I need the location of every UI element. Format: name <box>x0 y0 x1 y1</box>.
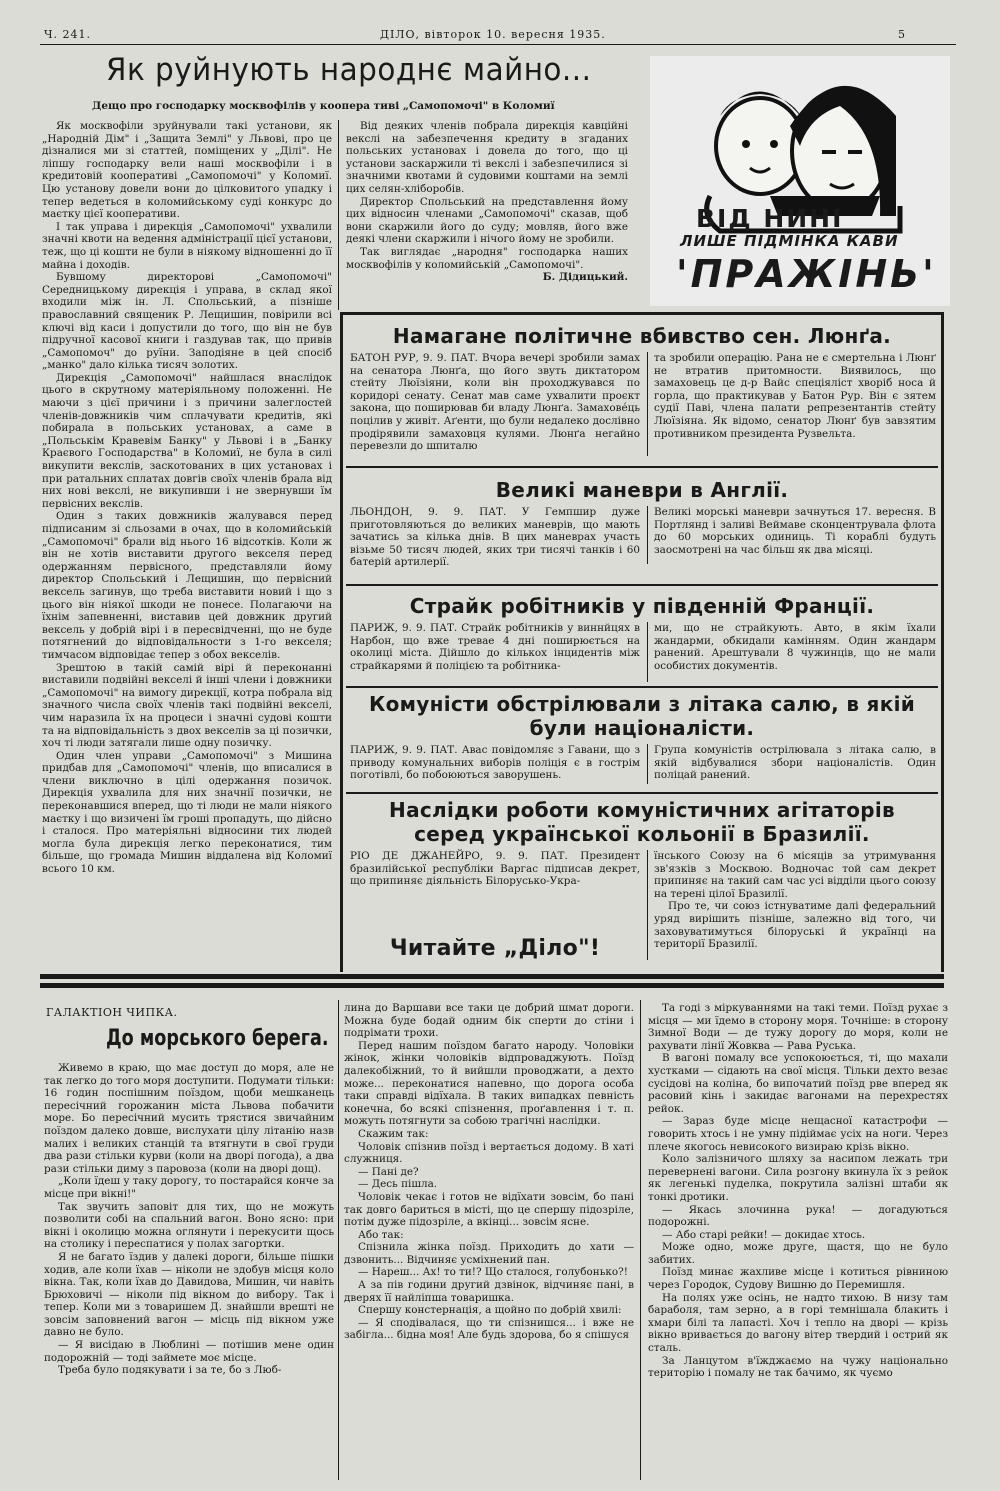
column-rule <box>640 1000 641 1480</box>
news-section-rule <box>340 312 944 315</box>
news-body-left: БАТОН РУР, 9. 9. ПАТ. Вчора вечері зробили замах на сенатора Люнґа, що його звуть диктатором стейту Люїзіяни, коли він проходжувався по коридорі сенату. Сенат мав саме ухвалити проєкт закона, що поширював би владу Люнґа. Замахове́ць поцілив у живіт. Аґенти, що були недалеко дослівно продірявили замаховця кулями. Люнґа негайно перевезли до шпиталю <box>350 352 640 453</box>
paragraph: — Пані де? <box>358 1165 419 1178</box>
paragraph: Один з таких довжників жалувався перед підписаним зі сльозами в очах, що в коломийській „Самопомочі" брали від нього 16 відсотків. Коли ж він не хотів виставити другого векселя перед одержанням первісного, представляли йому директор Спольський і Лещишин, що первісний вексель загинув, що треба виставити новий і що з цього він ніякої шкоди не понесе. Полагаючи на їхнім запевненні, виставив цей довжник другий вексель у добрій вірі і в пересвідченні, що не буде потягнений до відповідальности з 1-го векселя; тимчасом відповідає тепер з обох векселів. <box>42 510 332 661</box>
news-title: Намагане політичне вбивство сен. Люнґа. <box>392 324 892 348</box>
paragraph: Та годі з міркуваннями на такі теми. Поїзд рухає з місця — ми їдемо в сторону моря. Точніше: в сторону Зимної Води — де тужу дорогу до моря, коли не рахувати лінії Жовква — Рава Руська. <box>648 1002 948 1052</box>
column-rule <box>647 744 648 784</box>
paragraph: Я не багато їздив у далекі дороги, більше пішки ходив, але коли їхав — ніколи не здобув місця коло вікна. Так, коли їхав до Давидова, Мишин, чи навіть Брюховичі — ніколи під вікном до вибору. Так і тепер. Коли ми з товаришем Д. знайшли врешті не зовсім заповнений вагон — місць під вікном уже давно не було. <box>44 1250 334 1339</box>
news-divider <box>346 792 938 794</box>
masthead-date: ДІЛО, вівторок 10. вересня 1935. <box>380 28 606 41</box>
article-signature: Б. Дідицький. <box>542 271 628 284</box>
column-rule <box>647 622 648 682</box>
feuilleton-col-3 <box>648 1002 948 1380</box>
article-title: Як руйнують народнє майно... <box>106 52 592 88</box>
paragraph: Чоловік чекає і готов не відїхати зовсім, бо пані так довго бариться в місті, що це спершу підозріле, потім дуже підозріле, а вкінці... зовсім ясне. <box>344 1190 634 1229</box>
news-right-rule <box>941 312 944 972</box>
paragraph: — Нареш... Ах! то ти!? Що сталося, голубонько?! <box>358 1266 628 1279</box>
article-subtitle: Дещо про господарку москвофілів у коопера тиві „Самопомочі" в Коломиї <box>92 100 555 112</box>
column-rule <box>338 120 339 310</box>
news-body-right: Великі морські маневри зачнуться 17. вересня. В Портлянд і заливі Веймаве сконцентрувала флота до 60 морських одиниць. Ті кораблі будуть заосмотрені на час більш як два місяці. <box>654 506 936 556</box>
paragraph: Спершу констернація, а щойно по добрій хвилі: <box>358 1304 622 1317</box>
paragraph: Скажим так: <box>358 1127 429 1140</box>
ad-brand: 'ПРАЖІНЬ' <box>676 252 937 296</box>
paragraph: Чоловік спізнив поїзд і вертається додому. В хаті служниця. <box>344 1140 634 1166</box>
news-body-left: ПАРИЖ, 9. 9. ПАТ. Страйк робітників у виннйцях в Нарбон, що вже тревае 4 дні поширюється на околиці міста. Дійшло до кількох інцидентів між страйкарями й поліцією та робітника- <box>350 622 640 672</box>
news-body-left: ЛЬОНДОН, 9. 9. ПАТ. У Гемпшир дуже приготовляються до великих маневрів, що мають зачатись за кілька днів. В цих маневрах участь візьме 50 тисяч людей, яких три тисячі танків і 60 батерій артилерії. <box>350 506 640 569</box>
paragraph: Про те, чи союз істнуватиме далі федеральний уряд вирішить пізніше, залежно від того, чи заховуватимуться білоруські й українці на території Бразилії. <box>654 900 936 951</box>
paragraph: Спізнила жінка поїзд. Приходить до хати — дзвонить... Відчиняє усміхнений пан. <box>344 1241 634 1266</box>
paragraph: Як москвофіли зруйнували такі установи, як „Народній Дім" і „Защита Землі" у Львові, про це дізналися ми зі статтей, поміщених у „Ділі". Не ліпшу господарку вели наші москвофіли і в кредитовій кооперативі „Самопомочі" у Коломиї. Цю установу довели вони до цілковитого упадку і тепер ведеться в коломийському суді конкурс до маєтку цієї кооперативи. <box>42 120 332 221</box>
column-rule <box>647 352 648 456</box>
paragraph: Бувшому директорові „Самопомочі" Середницькому дирекція і управа, в склад якої входили між ін. Л. Спольський, а пізніше православний священик Р. Лещишин, повірили всі ключі від каси і допустили до того, що він не був підручної касової книги і газдував так, що привів „Самопомоч" до руїни. Заподіяне в цей спосіб „манко" дало кілька тисяч золотих. <box>42 271 332 372</box>
paragraph: За Ланцутом в'їжджаємо на чужу національно територію і помалу не так бачимо, як чуємо <box>648 1354 948 1380</box>
news-body-right <box>654 850 936 951</box>
news-body-left: РІО ДЕ ДЖАНЕЙРО, 9. 9. ПАТ. Президент бразилійської республіки Варгас підписав декрет, що припиняє діяльність Білоруськo-Укра- <box>350 850 640 888</box>
news-title: Страйк робітників у південній Франції. <box>409 594 875 618</box>
paragraph: А за пів години другий дзвінок, відчиняє пані, в дверях її найліпша товаришка. <box>344 1279 634 1304</box>
paragraph: — Зараз буде місце нещасної катастрофи — говорить хтось і не умну підіймає усіх на ноги. Через плече якогось невисокого визираю крізь вікно. <box>648 1115 948 1153</box>
feuilleton-title: До морського берега. <box>106 1026 329 1051</box>
paragraph: Від деяких членів побрала дирекція кавційні векслі на забезпечення кредиту в згаданих польських установах і довела до того, що ці установи заскаржили ті векслі і забезпечилися зі значними квотами й судовими коштами на землі цих селян-хліборобів. <box>346 120 628 195</box>
news-body-right: Група комуністів острілювала з літака салю, в якій відбувалися збори націоналістів. Один поліцай ранений. <box>654 744 936 782</box>
article-col-1 <box>42 120 332 876</box>
paragraph: Треба було подякувати і за те, бо з Люб- <box>58 1364 282 1377</box>
news-title: Наслідки роботи комуністичних агітаторів серед української кольонії в Бразилії. <box>389 798 895 846</box>
promo-read-dilo: Читайте „Діло"! <box>389 936 601 961</box>
paragraph: Дирекція „Самопомочі" найшлася внаслідок цього в скрутному матеріяльному положенні. Не маючи з цієї причини і з причини залеглостей членів-довжників чим сплачувати кредитів, які побирала в польських установах, а саме в „Польськім Кравевім Банку" у Львові і в „Банку Краєвого Господарства" в Коломиї, не була в силі викупити векслів, заскотованих в цих установах і при ратальних сплатах довгів своїх членів брала від них нові векслі, не викупивши і не звернувши їм первісних векслів. <box>42 371 332 510</box>
paragraph: Так звучить заповіт для тих, що не можуть позволити собі на спальний вагон. Воно ясно: при вікні і околицю можна оглянути і перекусити щось на столику і переспатися у полах загортки. <box>44 1200 334 1251</box>
paragraph: — Або старі рейки! — докидає хтось. <box>662 1228 866 1241</box>
page-number: 5 <box>898 28 906 41</box>
news-body-right: та зробили операцію. Рана не є смертельна і Люнґ не втратив притомности. Виявилось, що замаховець це д-р Вайс спеціяліст хворіб носа й горла, що практикував у Батон Рур. Він є зятем судії Паві, члена палати репрезентантів стейту Люїзіяна. Як відомо, сенатор Люнґ був завзятим противником президента Рузвельта. <box>654 352 936 440</box>
paragraph: Або так: <box>358 1228 404 1241</box>
paragraph: Може одно, може друге, щастя, що не було забитих. <box>648 1241 948 1266</box>
paragraph: І так управа і дирекція „Самопомочі" ухвалили значні квоти на ведення адміністрації цієї установи, теж, що ці кошти не були в ніякому відношенні до її майна і доходів. <box>42 220 332 271</box>
news-body-right: ми, що не страйкують. Авто, в якім їхали жандарми, обкидали камінням. Один жандарм ранений. Арештували 8 чужинців, що не мали особистих документів. <box>654 622 936 672</box>
news-divider <box>346 584 938 586</box>
header-rule <box>40 44 956 45</box>
paragraph: Один член управи „Самопомочі" з Мишина придбав для „Самопомочі" членів, що вписалися в члени виключно в цілі одержання позичок. Дирекція ухвалила для них значнії позички, не переконавшися вперед, що ті люди не мали ніякого маєтку і що визичені їм гроші пропадуть, що дійсно і сталося. Про матеріяльні відносини тих людей могла була дирекція легко переконатися, тим більше, що громада Мишин віддалена від Коломиї всього 10 км. <box>42 749 332 876</box>
feuilleton-col-2 <box>344 1002 634 1342</box>
paragraph: На полях уже осінь, не надто тихою. В низу там бараболя, там зерно, а в горі темнішала блакить і хмари білі та лапасті. Хоч і тепло на дворі — крізь вікно вривається до вагону вітер твердий і острий як сталь. <box>648 1291 948 1355</box>
paragraph: Директор Спольський на представлення йому цих відносин членами „Самопомочі" сказав, щоб вони скаржили його до суду; мовляв, його вже деякі члени скаржили і нічого йому не зробили. <box>346 195 628 246</box>
ad-line-1: ВІД НИНІ <box>696 204 844 233</box>
paragraph: В вагоні помалу все успокоюється, ті, що махали хустками — сідають на свої місця. Тільки дехто везає сусідові на коліна, бо випочатий поїзд рве вперед як расовий кінь і закидає вагонами на перехрестях рейок. <box>648 1052 948 1115</box>
article-col-2 <box>346 120 628 284</box>
section-rule-top <box>40 974 944 979</box>
column-rule <box>647 506 648 564</box>
section-rule-bottom <box>40 983 944 988</box>
paragraph: — Я сподівалася, що ти спізнишся... і вже не забігла... бідна моя! Але будь здорова, бо я спішуся <box>344 1316 634 1342</box>
paragraph: Перед нашим поїздом багато народу. Чоловіки жінок, жінки чоловіків відпроваджують. Поїзд далекобіжний, то й вийшли проводжати, а дехто може... переконатися напевно, що дорога особа таки справді відїхала. В таких випадках певність конечна, бо всякі спізнення, проґавлення і т. п. можуть потягнути за собою трагічні наслідки. <box>344 1039 634 1128</box>
column-rule <box>647 850 648 960</box>
news-divider <box>346 466 938 468</box>
paragraph: лина до Варшави все таки це добрий шмат дороги. Можна буде бодай одним бік сперти до стіни і подрімати трохи. <box>344 1002 634 1040</box>
paragraph: „Коли їдеш у таку дорогу, то постарайся конче за місце при вікні!" <box>44 1175 334 1200</box>
coffee-advertisement <box>650 56 950 306</box>
paragraph: їнського Союзу на 6 місяців за утримування зв'язків з Москвою. Водночас той сам декрет припиняє на такий сам час усі відділи цього союзу на терені цілої Бразилії. <box>654 850 936 900</box>
paragraph: Зрештою в такій самій вірі й переконанні виставили подвійні векселі й інші члени і довжники „Самопомочі" на вимогу дирекції, котра побрала від значного числа своїх членів такі подвійні векселі, чим наразила їх на процеси і значні судові кошти та на відповідальність з двох векселів за ці позички, хоч ті люди затягали лише одну позичку. <box>42 661 332 750</box>
news-title: Комуністи обстрілювали з літака салю, в якій були націоналісти. <box>368 692 916 740</box>
paragraph: — Десь пішла. <box>358 1178 438 1191</box>
paragraph: — Я висідаю в Люблині — потішив мене один подорожній — тоді займете моє місце. <box>44 1339 334 1364</box>
news-divider <box>346 686 938 688</box>
paragraph: — Якась злочинна рука! — догадуються подорожні. <box>648 1203 948 1229</box>
paragraph: Поїзд минає жахливе місце і котиться рівниною через Городок, Судову Вишню до Перемишля. <box>648 1266 948 1292</box>
issue-number: Ч. 241. <box>44 28 91 41</box>
feuilleton-author: ГАЛАКТІОН ЧИПКА. <box>46 1006 178 1019</box>
column-rule <box>338 1000 339 1480</box>
paragraph: Коло залізничого шляху за насипом лежать три перевернені вагони. Сила розгону вкинула їх з рейок як легенькі пуделка, покрутила залізні штаби як тонкі дротики. <box>648 1153 948 1203</box>
paragraph: Так виглядає „народня" господарка наших москвофілів у коломийській „Самопомочі". <box>346 245 628 271</box>
paragraph: Живемо в краю, що має доступ до моря, але не так легко до того моря доступити. Подумати тільки: 16 годин поспішним поїздом, щоби мешканець пересічний горожанин міста Львова побачити море. Бо пересічний мусить трястися звичайним поїздом далеко довше, вислухати цілу літанію назв малих і великих станцій та втягнути в свої груди два рази стільки курви (коли на дворі погода), а два рази стільки диму з паровоза (коли на дворі дощ). <box>44 1062 334 1175</box>
news-title: Великі маневри в Англії. <box>495 478 789 502</box>
feuilleton-col-1 <box>44 1062 334 1377</box>
news-left-rule <box>340 312 343 972</box>
ad-line-2: ЛИШЕ ПІДМІНКА КАВИ <box>680 232 899 250</box>
news-body-left: ПАРИЖ, 9. 9. ПАТ. Авас повідомляє з Гавани, що з приводу комунальних виборів поліція є в гострім поготівлі, бо побоюються заворушень. <box>350 744 640 782</box>
